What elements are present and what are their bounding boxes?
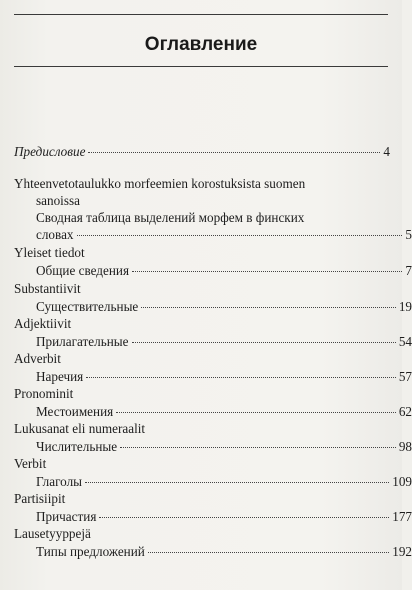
toc-page-number: 4 [383,144,390,159]
toc-heading: Yhteenvetotaulukko morfeemien korostuksista suomen [14,176,306,191]
toc-page-number: 98 [398,439,412,454]
dot-leader [77,235,403,236]
dot-leader [116,412,396,413]
toc-entry-label: Наречия [36,369,84,384]
toc-entry-preface[interactable] [14,143,390,160]
toc-page-number: 19 [398,299,412,314]
toc-entry-verbs[interactable] [14,473,412,490]
toc-entry-label: Глаголы [36,474,83,489]
toc-page-number: 5 [405,227,412,242]
toc-entry-label: Общие сведения [36,263,130,278]
toc-entry-nouns[interactable] [14,298,412,315]
toc-entry-label: Предисловие [14,144,86,159]
page-title: Оглавление [144,34,258,55]
toc-entry-label: Существительные [36,299,139,314]
toc-heading-continued: sanoissa [36,193,80,208]
dot-leader [141,307,396,308]
toc-heading: Partisiipit [14,491,66,506]
toc-page-number: 54 [398,334,412,349]
dot-leader [99,517,389,518]
toc-entry-label: Прилагательные [36,334,129,349]
toc-heading: Yleiset tiedot [14,245,85,260]
toc-page-number: 62 [398,404,412,419]
top-rule [14,14,388,15]
toc-heading: Verbit [14,456,47,471]
toc-entry-pronouns[interactable] [14,403,412,420]
toc-subentry-line: Сводная таблица выделений морфем в финских [36,210,305,225]
toc-heading: Adjektiivit [14,316,72,331]
toc-heading: Lausetyyppejä [14,526,91,541]
toc-entry-sentence-types[interactable] [14,543,412,560]
title-rule [14,66,388,67]
toc-page-number: 7 [405,263,412,278]
toc-entry-label: Типы предложений [36,544,145,559]
toc-entry-general[interactable] [14,262,412,279]
toc-entry-numerals[interactable] [14,438,412,455]
dot-leader [148,552,389,553]
toc-page-number: 177 [392,509,412,524]
toc-entry-label: Местоимения [36,404,114,419]
toc-entry-adjectives[interactable] [14,333,412,350]
toc-entry-summary-table[interactable] [14,226,412,243]
toc-heading: Substantiivit [14,281,81,296]
dot-leader [132,271,402,272]
toc-page-number: 109 [392,474,412,489]
toc-heading: Adverbit [14,351,61,366]
dot-leader [86,377,396,378]
dot-leader [88,152,380,153]
toc-entry-label: словах [36,227,74,242]
toc-page-number: 57 [398,369,412,384]
dot-leader [120,447,396,448]
toc-entry-adverbs[interactable] [14,368,412,385]
dot-leader [85,482,389,483]
toc-entry-participles[interactable] [14,508,412,525]
toc-page-number: 192 [392,544,412,559]
toc-heading: Pronominit [14,386,74,401]
dot-leader [132,342,396,343]
toc-entry-label: Причастия [36,509,97,524]
toc-heading: Lukusanat eli numeraalit [14,421,146,436]
toc-entry-label: Числительные [36,439,118,454]
